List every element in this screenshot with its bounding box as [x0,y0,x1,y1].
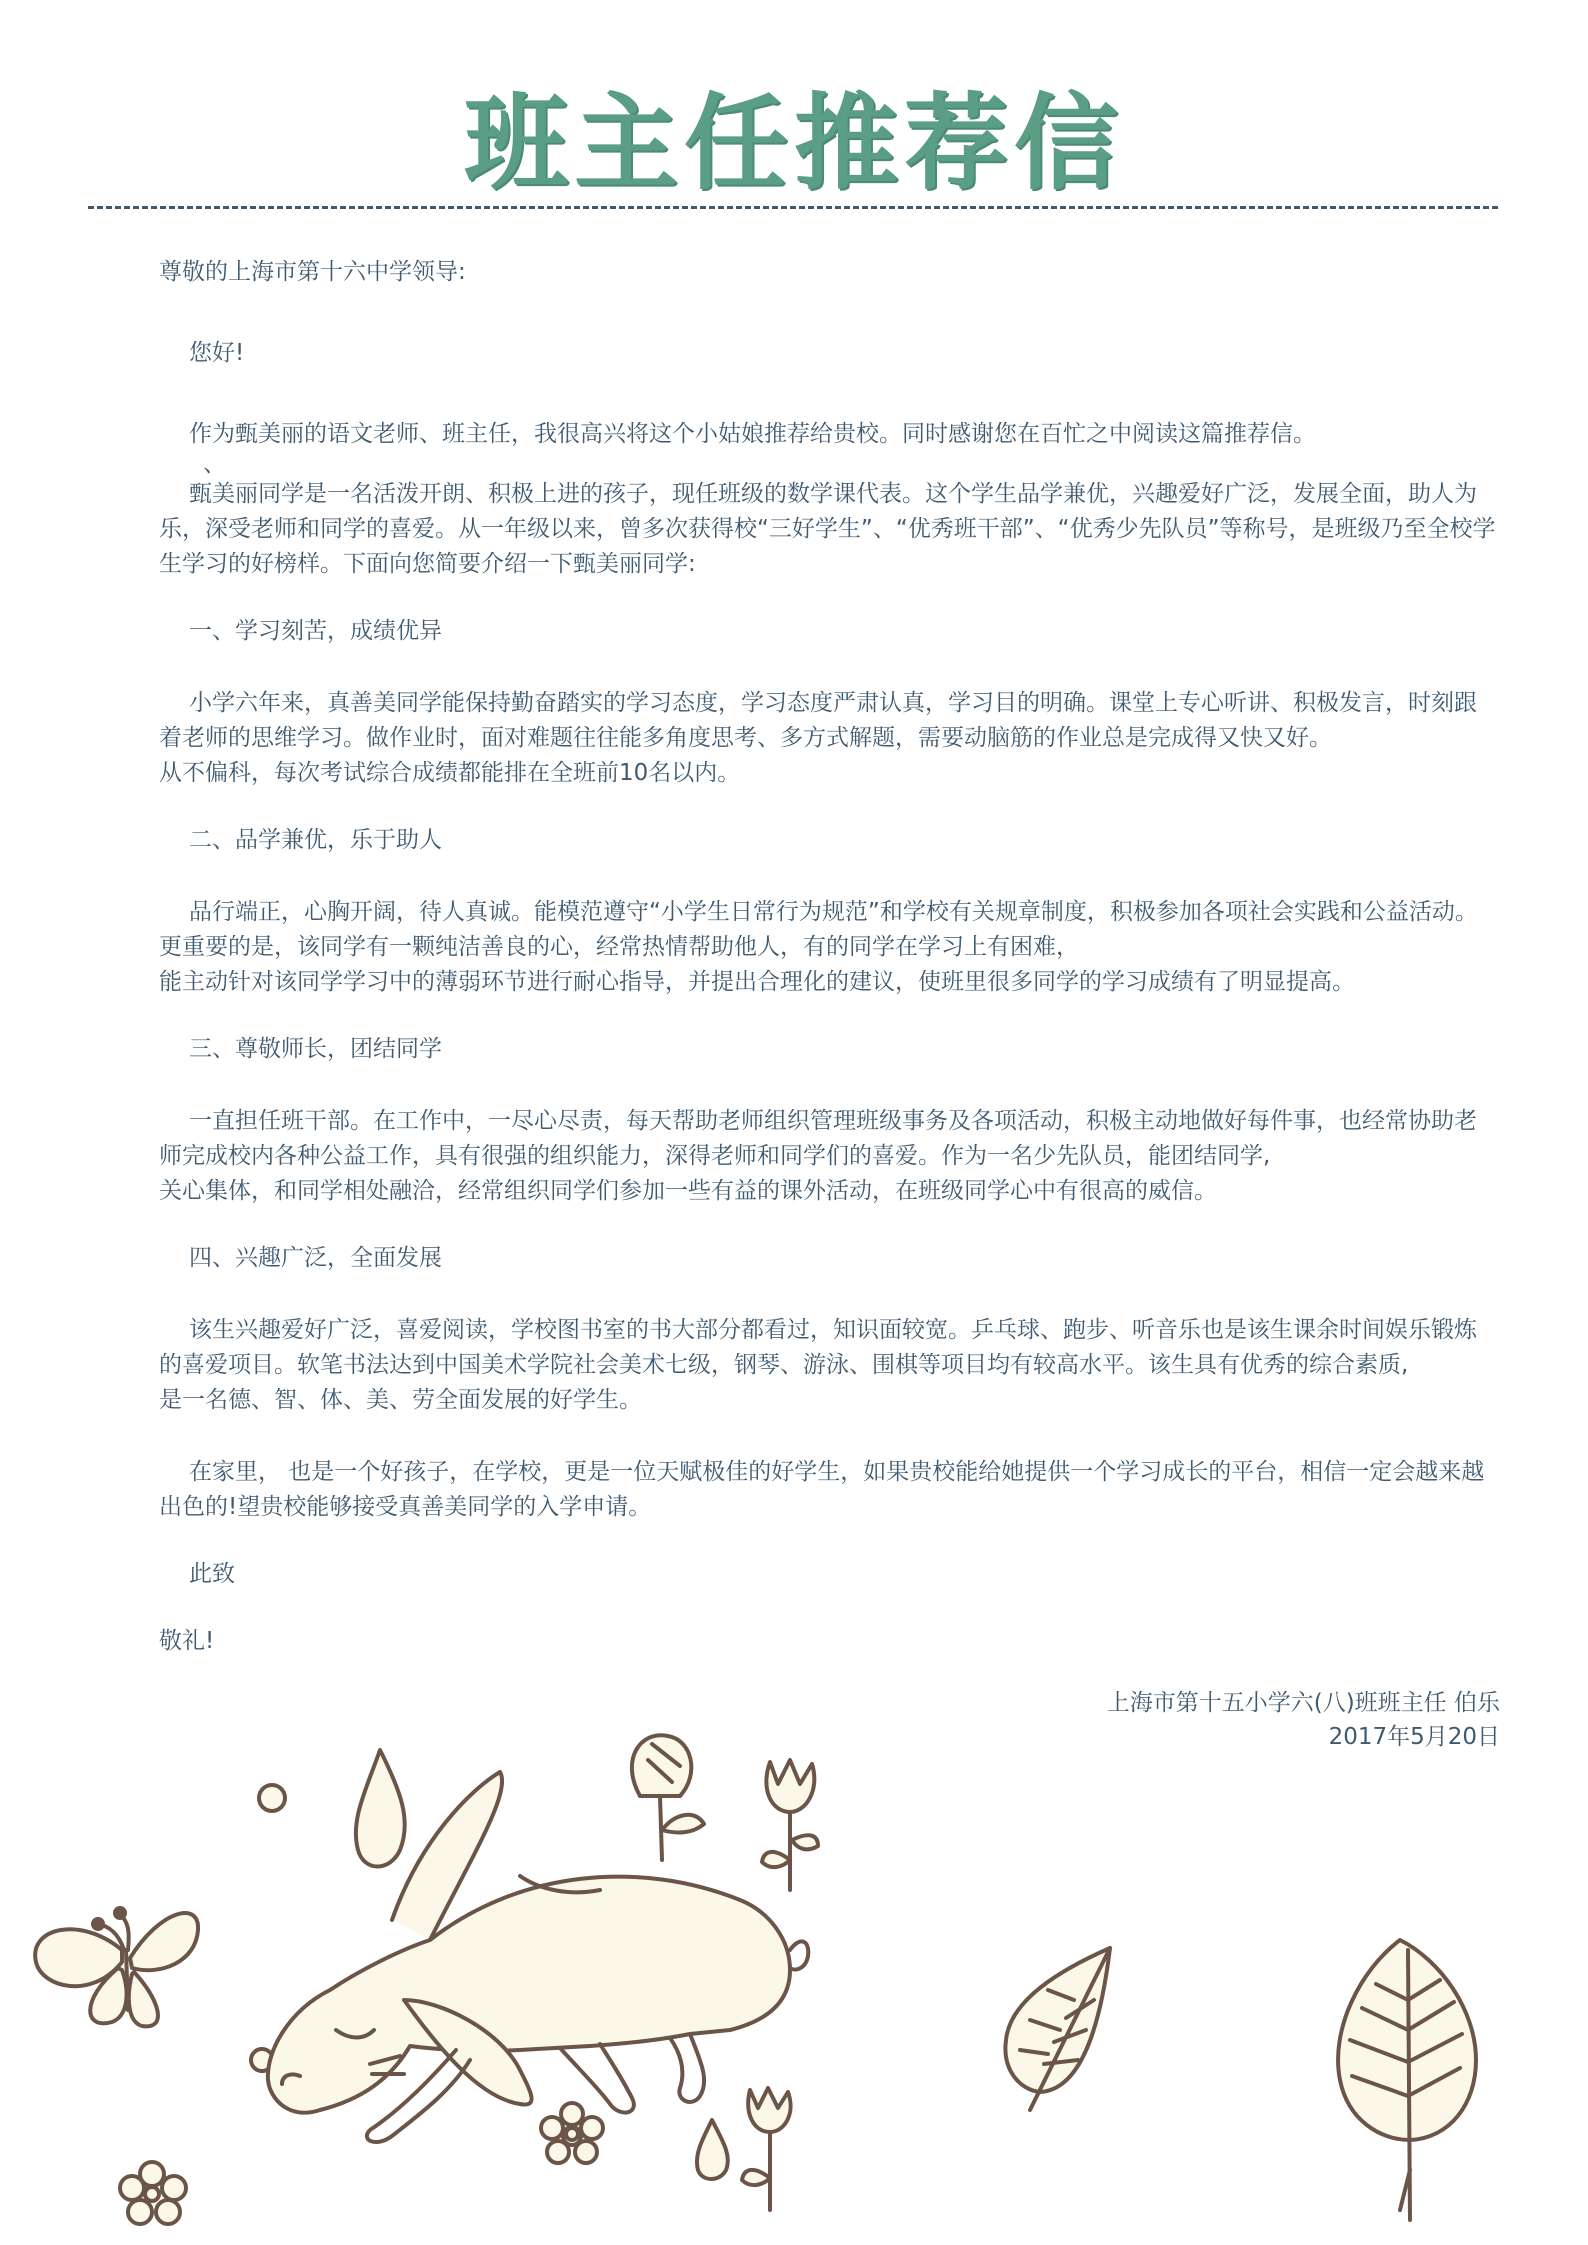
leaf-icon [1338,1940,1476,2220]
flower-icon [632,1735,704,1860]
sleeping-rabbit-icon [268,1772,808,2142]
closing-paragraph: 在家里， 也是一个好孩子，在学校，更是一位天赋极佳的好学生，如果贵校能给她提供一个学习成长的平台，相信一定会越来越出色的!望贵校能够接受真善美同学的入学申请。 [159,1459,1485,1520]
section-paragraph-continued: 关心集体，和同学相处融洽，经常组织同学们参加一些有益的课外活动，在班级同学心中有很高的威信。 [159,1178,1217,1204]
tulip-icon [762,1760,818,1890]
salutation: 尊敬的上海市第十六中学领导: [159,259,466,285]
letter-date: 2017年5月20日 [1328,1724,1500,1750]
section-heading: 一、学习刻苦，成绩优异 [189,618,442,644]
dashed-divider [88,206,1498,209]
section-heading: 二、品学兼优，乐于助人 [189,827,442,853]
stray-mark: 、 [203,451,226,477]
signature: 上海市第十五小学六(八)班班主任 伯乐 [1106,1690,1500,1716]
decorative-illustration [0,1700,1588,2245]
small-flower-icon [120,2162,186,2224]
section-paragraph: 品行端正，心胸开阔，待人真诚。能模范遵守“小学生日常行为规范”和学校有关规章制度，积极参加各项社会实践和公益活动。更重要的是，该同学有一颗纯洁善良的心，经常热情帮助他人，有的同学在学习上有困难， [159,899,1478,960]
section-paragraph: 小学六年来，真善美同学能保持勤奋踏实的学习态度，学习态度严肃认真，学习目的明确。课堂上专心听讲、积极发言，时刻跟着老师的思维学习。做作业时，面对难题往往能多角度思考、多方式解题，需要动脑筋的作业总是完成得又快又好。 [159,690,1477,751]
section-heading: 四、兴趣广泛，全面发展 [189,1245,442,1271]
section-paragraph-continued: 能主动针对该同学学习中的薄弱环节进行耐心指导，并提出合理化的建议，使班里很多同学的学习成绩有了明显提高。 [159,969,1355,995]
teardrop-icon [356,1750,405,1867]
dot-icon [259,1785,285,1811]
section-paragraph: 该生兴趣爱好广泛，喜爱阅读，学校图书室的书大部分都看过，知识面较宽。乒乓球、跑步、听音乐也是该生课余时间娱乐锻炼的喜爱项目。软笔书法达到中国美术学院社会美术七级，钢琴、游泳、围棋等项目均有较高水平。该生具有优秀的综合素质, [159,1317,1477,1378]
leaf-icon [1005,1948,1110,2110]
closing-line-1: 此致 [189,1561,235,1587]
closing-line-2: 敬礼! [159,1628,215,1654]
greeting: 您好! [189,340,245,366]
intro-paragraph: 作为甄美丽的语文老师、班主任，我很高兴将这个小姑娘推荐给贵校。同时感谢您在百忙之中阅读这篇推荐信。 [189,421,1316,447]
section-paragraph-continued: 是一名德、智、体、美、劳全面发展的好学生。 [159,1387,642,1413]
letter-body [159,255,1499,1659]
section-paragraph: 一直担任班干部。在工作中，一尽心尽责，每天帮助老师组织管理班级事务及各项活动，积极主动地做好每件事，也经常协助老师完成校内各种公益工作，具有很强的组织能力，深得老师和同学们的喜爱。作为一名少先队员，能团结同学, [159,1108,1477,1169]
section-paragraph-continued: 从不偏科，每次考试综合成绩都能排在全班前10名以内。 [159,760,741,786]
section-heading: 三、尊敬师长，团结同学 [189,1036,442,1062]
small-flower-icon [541,2103,603,2163]
teardrop-icon [697,2120,728,2179]
tulip-icon [742,2088,791,2210]
page-title: 班主任推荐信 [463,82,1124,204]
overview-paragraph: 甄美丽同学是一名活泼开朗、积极上进的孩子，现任班级的数学课代表。这个学生品学兼优，兴趣爱好广泛，发展全面，助人为乐，深受老师和同学的喜爱。从一年级以来，曾多次获得校“三好学生”、“优秀班干部”、“优秀少先队员”等称号，是班级乃至全校学生学习的好榜样。下面向您简要介绍一下甄美丽同学: [159,481,1496,577]
butterfly-icon [35,1908,198,2026]
